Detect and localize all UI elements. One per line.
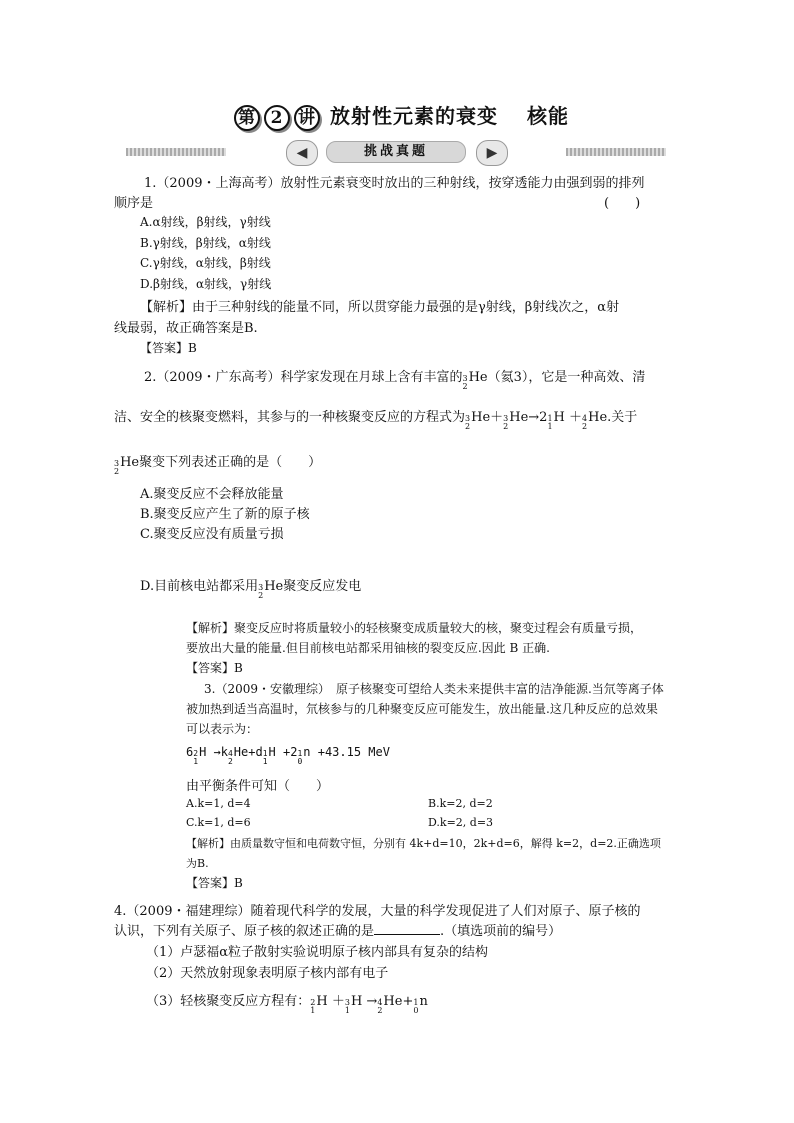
iso-charge: 0 <box>297 757 303 766</box>
q3-answer: 【答案】B <box>186 876 243 890</box>
iso-mass: 4 <box>227 749 233 758</box>
iso-mass: 4 <box>377 998 383 1007</box>
q1-stem-line2: 顺序是 <box>114 196 154 211</box>
banner-bar-left <box>126 148 226 156</box>
q4-item-3-c: H → <box>350 994 378 1009</box>
q4-stem-line2 <box>114 920 561 939</box>
q4-item-3-e: n <box>419 994 428 1009</box>
q3-option-b: B.k=2, d=2 <box>428 797 493 810</box>
iso-charge: 2 <box>503 422 509 431</box>
q4-stem-line2-b: .（填选项前的编号） <box>440 924 562 939</box>
iso-charge: 1 <box>310 1006 316 1015</box>
q1-option-d: D.β射线，α射线，γ射线 <box>140 277 272 291</box>
banner-left-arrow-icon: ◀ <box>286 140 318 166</box>
eq-part-c: He+d <box>233 745 263 759</box>
q1-stem-line1: 1.（2009・上海高考）放射性元素衰变时放出的三种射线，按穿透能力由强到弱的排列 <box>144 176 645 191</box>
q4-item-1: （1）卢瑟福α粒子散射实验说明原子核内部具有复杂的结构 <box>146 945 489 960</box>
q4-stem-line1: 4.（2009・福建理综）随着现代科学的发展，大量的科学发现促进了人们对原子、原子核的 <box>114 904 641 919</box>
iso-mass: 1 <box>413 998 419 1007</box>
iso-mass: 3 <box>344 998 350 1007</box>
q1-explanation-line1: 【解析】由于三种射线的能量不同，所以贯穿能力最强的是γ射线，β射线次之，α射 <box>140 300 620 315</box>
q4-item-3 <box>146 990 428 1015</box>
q4-item-3-d: He+ <box>383 994 414 1009</box>
iso-mass: 3 <box>462 374 468 383</box>
q2-stem-line2-a: 洁、安全的核聚变燃料，其参与的一种核聚变反应的方程式为 <box>114 410 466 425</box>
q3-option-d: D.k=2, d=3 <box>428 816 494 829</box>
q2-option-d <box>140 575 361 600</box>
q1-option-b: B.γ射线，β射线，α射线 <box>140 236 271 250</box>
q2-stem-line1-b: He（氦3），它是一种高效、清 <box>468 370 646 385</box>
iso-mass: 3 <box>258 583 264 592</box>
q3-stem-line2: 被加热到适当高温时，氘核参与的几种聚变反应可能发生，放出能量.这几种反应的总效果 <box>186 702 658 716</box>
iso-charge: 1 <box>344 1006 350 1015</box>
q2-stem-line3-text: He聚变下列表述正确的是（ ） <box>120 455 322 470</box>
q3-explanation-line2: 为B. <box>186 857 209 870</box>
q3-stem-line1: 3.（2009・安徽理综） 原子核聚变可望给人类未来提供丰富的洁净能源.当氘等离子体 <box>204 682 664 696</box>
banner-right-arrow-icon: ▶ <box>476 140 508 166</box>
q2-stem-line2 <box>114 406 637 431</box>
title-number: 2 <box>264 105 290 131</box>
q2-eq-part-e: He.关于 <box>588 410 638 425</box>
q2-stem-line1-a: 2.（2009・广东高考）科学家发现在月球上含有丰富的 <box>144 370 463 385</box>
title-text: 放射性元素的衰变 核能 <box>330 104 569 128</box>
q3-explanation-line1: 【解析】由质量数守恒和电荷数守恒，分别有 4k+d=10，2k+d=6，解得 k=2，d=2.正确选项 <box>186 837 661 850</box>
eq-part-e: n +43.15 MeV <box>303 745 390 759</box>
eq-part-d: H +2 <box>268 745 298 759</box>
iso-mass: 1 <box>262 749 268 758</box>
iso-charge: 0 <box>413 1006 419 1015</box>
q2-stem-line3 <box>114 451 321 476</box>
eq-coef: 6 <box>186 745 194 759</box>
section-banner <box>186 140 606 164</box>
q4-item-2: （2）天然放射现象表明原子核内部有电子 <box>146 966 389 981</box>
q2-option-c: C.聚变反应没有质量亏损 <box>140 527 284 542</box>
q3-stem-line3: 可以表示为： <box>186 722 259 736</box>
banner-label: 挑战真题 <box>326 141 466 163</box>
banner-bar-right <box>566 148 666 156</box>
q1-option-a: A.α射线，β射线，γ射线 <box>140 215 271 229</box>
q3-option-c: C.k=1, d=6 <box>186 816 251 829</box>
answer-blank[interactable] <box>374 934 440 935</box>
q2-explanation-line2: 要放出大量的能量.但目前核电站都采用铀核的裂变反应.因此 B 正确. <box>186 641 550 655</box>
q1-explanation-line2: 线最弱，故正确答案是B. <box>114 321 258 336</box>
q2-option-d-b: He聚变反应发电 <box>264 579 362 594</box>
q2-explanation-line1: 【解析】聚变反应时将质量较小的轻核聚变成质量较大的核，聚变过程会有质量亏损， <box>186 621 643 635</box>
iso-mass: 4 <box>582 414 588 423</box>
iso-charge: 2 <box>582 422 588 431</box>
iso-charge: 1 <box>193 757 199 766</box>
q3-equation <box>186 745 390 766</box>
iso-charge: 2 <box>227 757 233 766</box>
q2-eq-part-d: H ＋ <box>553 410 583 425</box>
iso-mass: 3 <box>114 459 120 468</box>
q1-option-c: C.γ射线，α射线，β射线 <box>140 256 271 270</box>
q3-option-a: A.k=1, d=4 <box>186 797 251 810</box>
q2-option-d-a: D.目前核电站都采用 <box>140 579 259 594</box>
iso-mass: 2 <box>310 998 316 1007</box>
iso-charge: 1 <box>547 422 553 431</box>
q2-option-a: A.聚变反应不会释放能量 <box>140 487 284 502</box>
iso-charge: 2 <box>465 422 471 431</box>
title-prefix: 第 <box>234 105 260 131</box>
q2-option-b: B.聚变反应产生了新的原子核 <box>140 507 310 522</box>
iso-charge: 2 <box>114 467 120 476</box>
page-title <box>232 100 569 131</box>
iso-charge: 2 <box>462 382 468 391</box>
title-suffix: 讲 <box>294 105 320 131</box>
iso-charge: 2 <box>258 591 264 600</box>
q2-eq-part-b: He＋ <box>471 410 504 425</box>
q2-stem-line1 <box>144 366 645 391</box>
q4-item-3-b: H ＋ <box>316 994 345 1009</box>
iso-charge: 2 <box>377 1006 383 1015</box>
iso-mass: 3 <box>503 414 509 423</box>
q2-answer: 【答案】B <box>186 661 243 675</box>
q1-answer: 【答案】B <box>140 341 197 355</box>
q4-item-3-a: （3）轻核聚变反应方程有： <box>146 994 311 1009</box>
iso-mass: 1 <box>297 749 303 758</box>
iso-charge: 1 <box>262 757 268 766</box>
iso-mass: 3 <box>465 414 471 423</box>
q4-stem-line2-a: 认识，下列有关原子、原子核的叙述正确的是 <box>114 924 375 939</box>
q1-paren: ( ) <box>604 196 641 211</box>
iso-mass: 1 <box>547 414 553 423</box>
iso-mass: 2 <box>193 749 199 758</box>
q2-eq-part-c: He→2 <box>509 410 548 425</box>
eq-part-b: H →k <box>199 745 228 759</box>
q3-condition: 由平衡条件可知（ ） <box>186 779 330 794</box>
